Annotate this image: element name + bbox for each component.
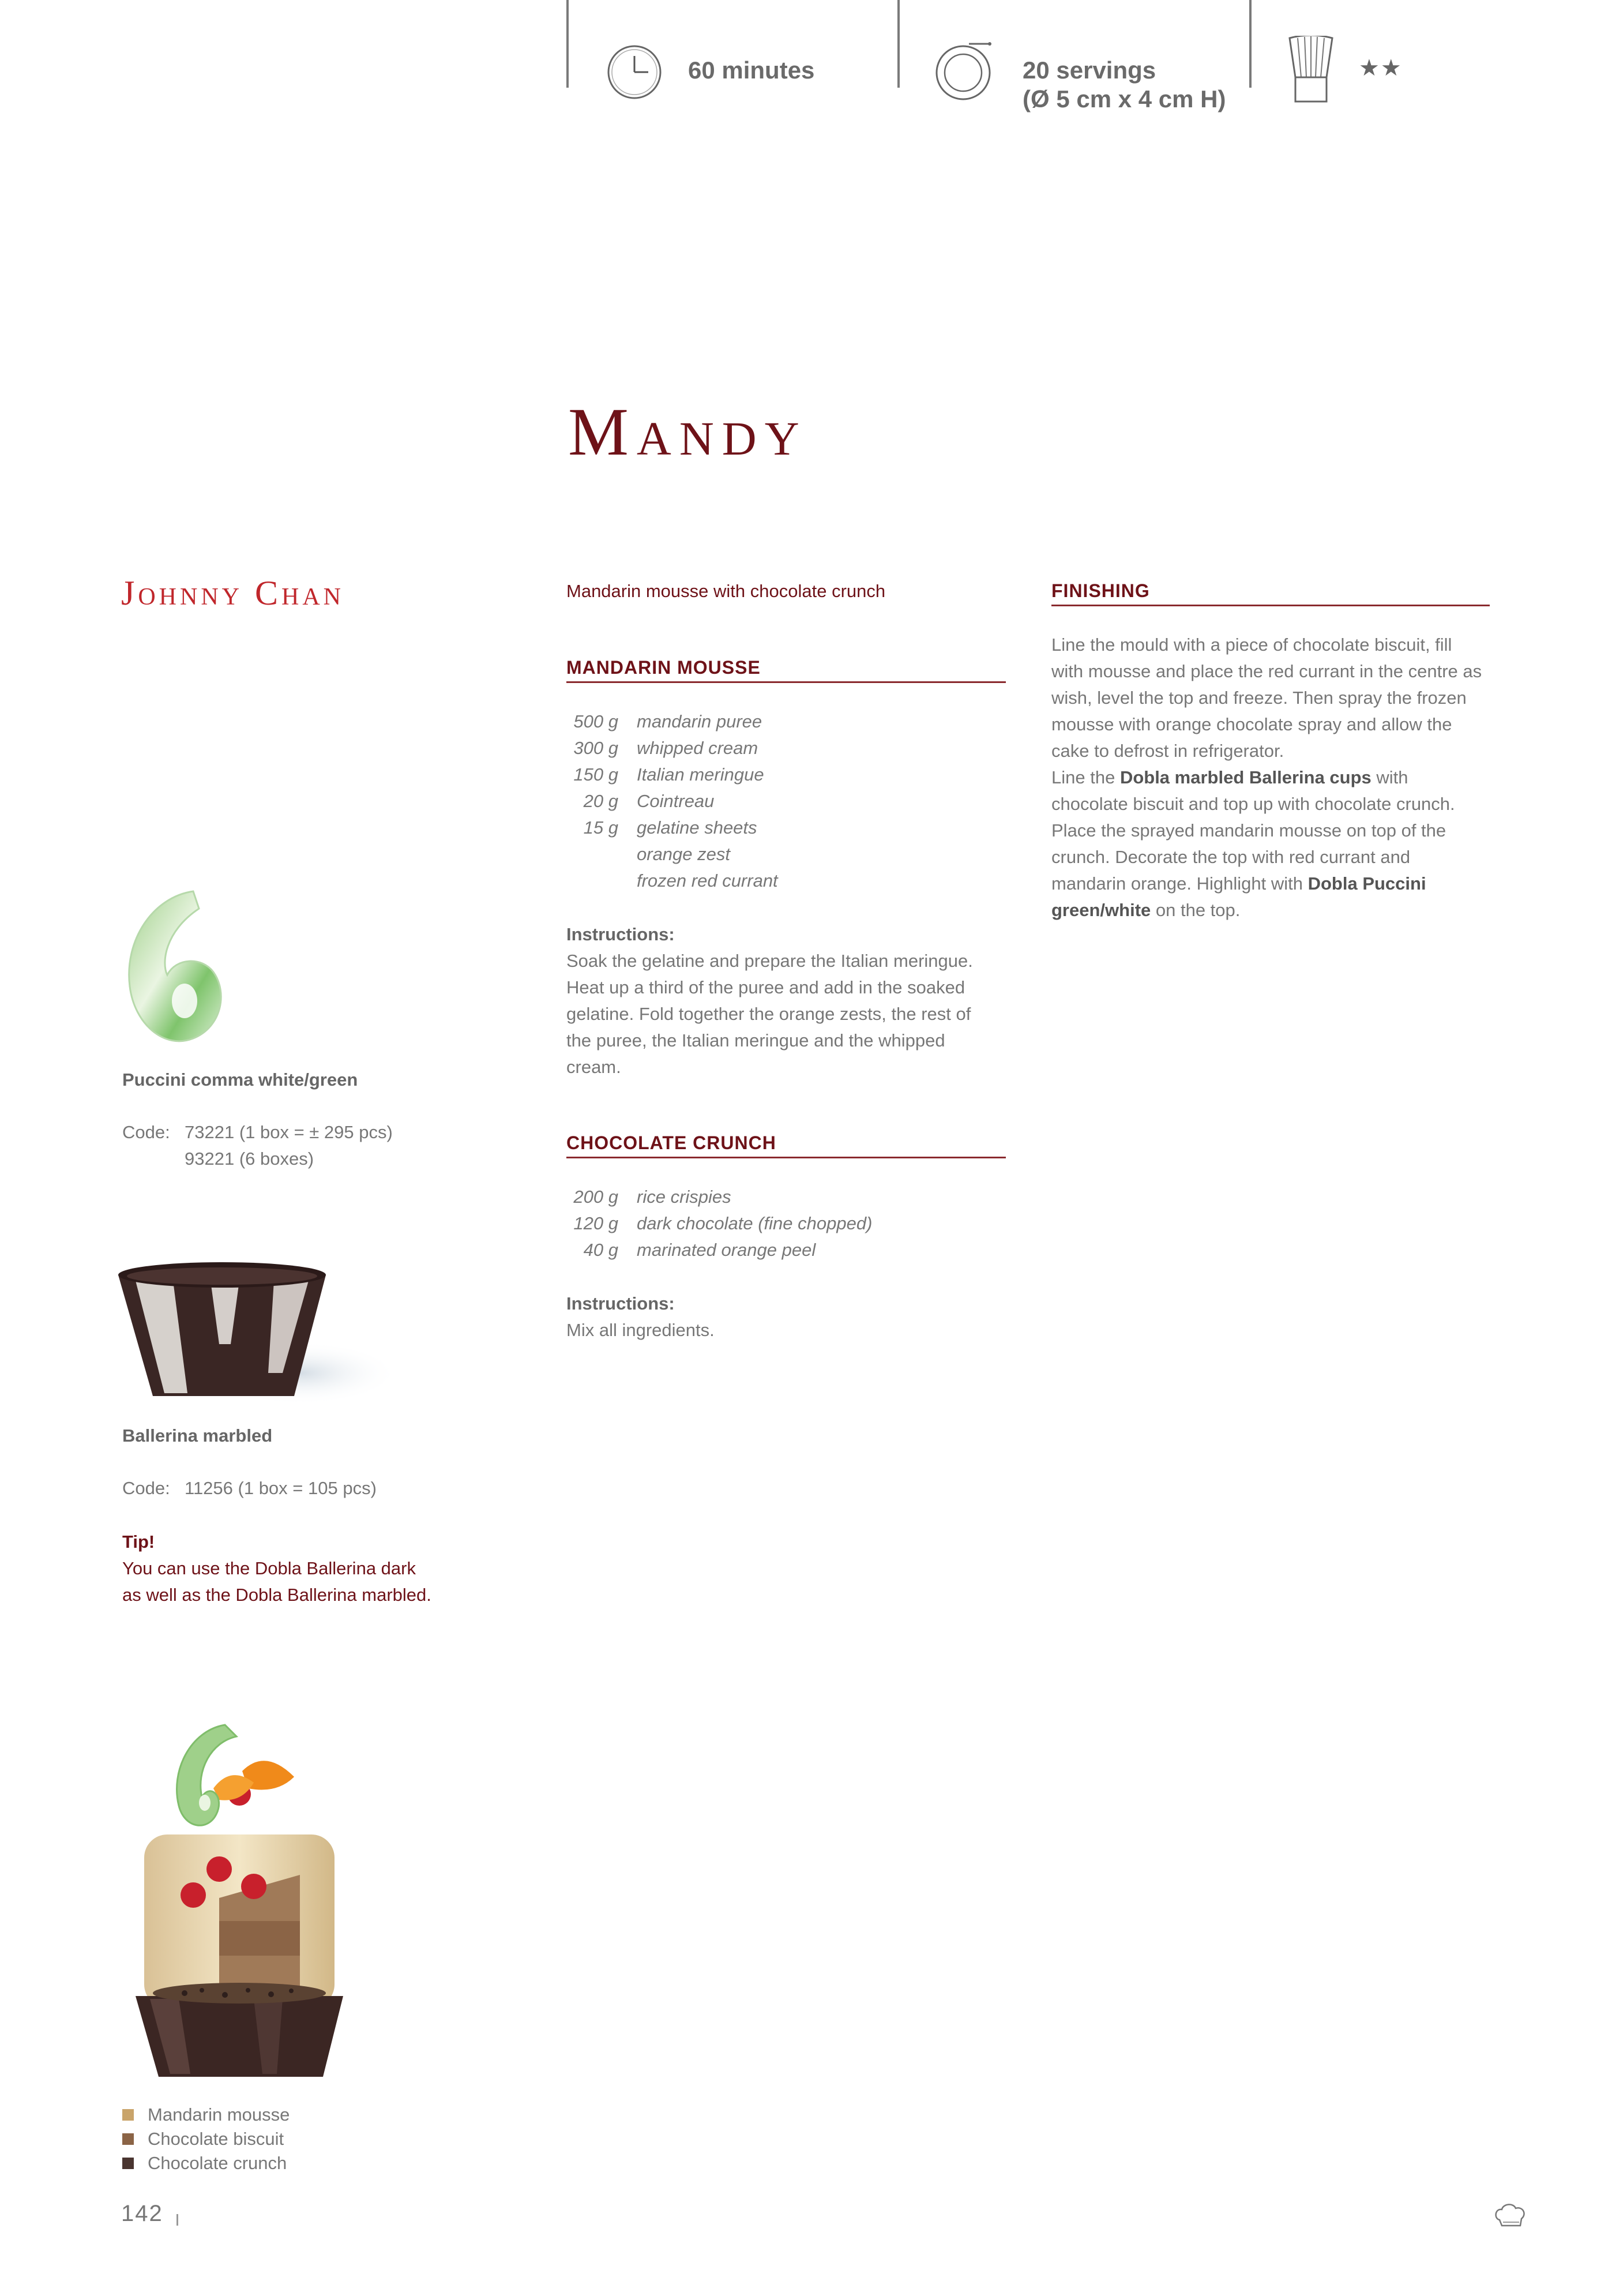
page-number-divider <box>176 2214 178 2226</box>
header-divider <box>897 0 900 88</box>
layer-legend <box>122 2103 290 2175</box>
chocolate-crunch-heading: CHOCOLATE CRUNCH <box>566 1130 1006 1158</box>
mandarin-mousse-heading: MANDARIN MOUSSE <box>566 655 1006 683</box>
instructions-label: Instructions: <box>566 924 675 944</box>
ingredient-row: 40 g marinated orange peel <box>583 1240 816 1260</box>
chocolate-crunch-instructions <box>566 1290 1000 1344</box>
ingredient-row: 150 g Italian meringue <box>573 764 764 785</box>
legend-swatch <box>122 2133 134 2145</box>
puccini-comma-image <box>107 877 245 1061</box>
ingredient-row: 120 g dark chocolate (fine chopped) <box>573 1213 873 1233</box>
legend-swatch <box>122 2109 134 2121</box>
legend-item: Mandarin mousse <box>122 2103 290 2127</box>
instructions-text: Soak the gelatine and prepare the Italian meringue. Heat up a third of the puree and add in the soaked gelatine. Fold together the orange zests, the rest of the puree, the Italian meringue and the whipped cream. <box>566 951 973 1077</box>
tip-text-line-2: as well as the Dobla Ballerina marbled. <box>122 1585 431 1605</box>
mandarin-mousse-instructions <box>566 921 1000 1081</box>
prep-time: 60 minutes <box>688 57 815 84</box>
chef-name: Johnny Chan <box>121 574 345 612</box>
product-code: Code: 73221 (1 box = ± 295 pcs) 93221 (6 boxes) <box>122 1122 393 1169</box>
product-name: Puccini comma white/green <box>122 1070 358 1090</box>
ingredient-row: frozen red currant <box>637 871 778 891</box>
finishing-heading: FINISHING <box>1051 578 1490 606</box>
tip-text-line-1: You can use the Dobla Ballerina dark <box>122 1558 416 1578</box>
tip-label: Tip! <box>122 1532 155 1552</box>
difficulty-stars: ★★ <box>1359 55 1403 81</box>
recipe-title: Mandy <box>568 394 807 470</box>
product-code: Code: 11256 (1 box = 105 pcs) <box>122 1478 377 1498</box>
ingredient-row: 500 g mandarin puree <box>573 711 762 731</box>
legend-swatch <box>122 2158 134 2169</box>
header-divider <box>1249 0 1252 88</box>
clock-icon <box>606 43 663 101</box>
chef-hat-footer-icon <box>1494 2203 1528 2231</box>
plate-icon <box>933 39 997 103</box>
product-name: Ballerina marbled <box>122 1425 273 1446</box>
dessert-photo <box>110 1702 369 2117</box>
finishing-paragraph-1: Line the mould with a piece of chocolate biscuit, fill with mousse and place the red currant in the centre as wish, level the top and freeze. Then spray the frozen mousse with orange chocolate spray and allow the cake to defrost in refrigerator. <box>1051 635 1482 761</box>
tip-box <box>122 1529 431 1608</box>
ingredient-row: 200 g rice crispies <box>573 1187 731 1207</box>
page-number: 142 <box>121 2201 163 2226</box>
legend-item: Chocolate crunch <box>122 2151 290 2175</box>
header-divider <box>566 0 569 88</box>
ingredient-row: 15 g gelatine sheets <box>583 817 757 838</box>
chocolate-crunch-ingredients <box>566 1184 1005 1263</box>
ingredient-row: 300 g whipped cream <box>573 738 758 758</box>
ingredient-row: orange zest <box>637 844 730 864</box>
finishing-text <box>1051 632 1485 924</box>
finishing-paragraph-2: Line the Dobla marbled Ballerina cups with chocolate biscuit and top up with chocolate crunch. Place the sprayed mandarin mousse on top of the crunch. Decorate the top with red currant and mandarin orange. Highlight with Dobla Puccini green/white on the top. <box>1051 767 1455 920</box>
ingredient-row: 20 g Cointreau <box>583 791 715 811</box>
servings: 20 servings (Ø 5 cm x 4 cm H) <box>1023 57 1226 112</box>
instructions-label: Instructions: <box>566 1293 675 1314</box>
legend-item: Chocolate biscuit <box>122 2127 290 2151</box>
mandarin-mousse-ingredients <box>566 708 1005 894</box>
ballerina-marbled-image <box>110 1258 398 1413</box>
chef-hat-icon <box>1285 36 1337 105</box>
instructions-text: Mix all ingredients. <box>566 1320 715 1340</box>
recipe-subtitle: Mandarin mousse with chocolate crunch <box>566 581 886 601</box>
